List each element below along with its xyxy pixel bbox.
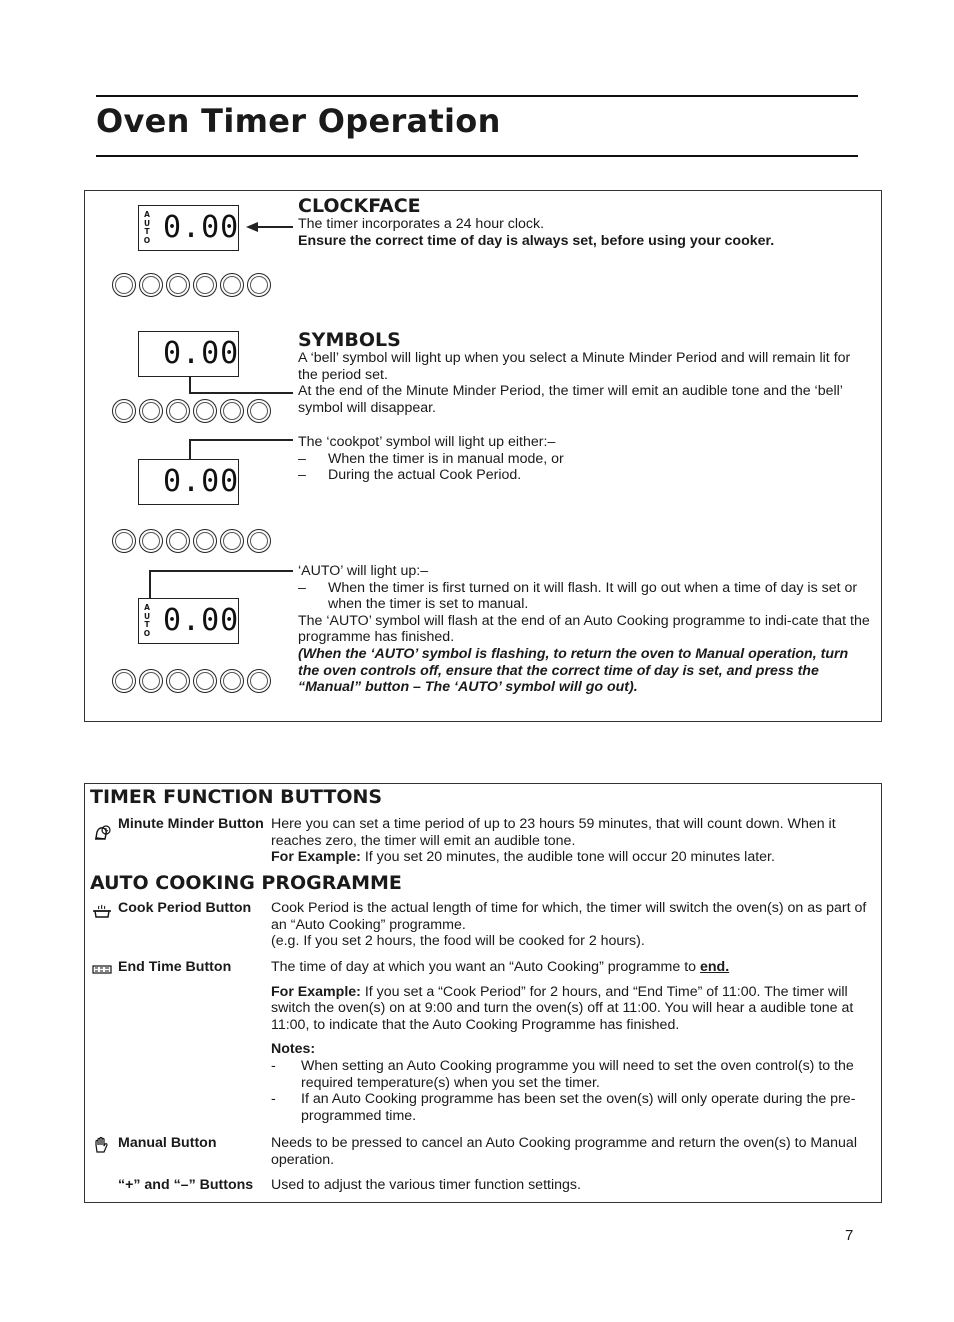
timer-button[interactable] <box>139 669 163 693</box>
timer-button[interactable] <box>139 529 163 553</box>
timer-button-row <box>112 669 271 693</box>
timer-display-clockface <box>138 205 239 251</box>
timer-button[interactable] <box>193 399 217 423</box>
page-title: Oven Timer Operation <box>96 102 501 140</box>
timer-button[interactable] <box>112 669 136 693</box>
end-time-icon <box>91 960 113 978</box>
timer-buttons-panel <box>84 783 882 1203</box>
timer-display-auto <box>138 598 239 644</box>
auto-cooking-heading: AUTO COOKING PROGRAMME <box>90 872 402 894</box>
connector-line <box>189 439 191 459</box>
display-digits: 0.00 <box>163 336 240 371</box>
timer-button[interactable] <box>220 669 244 693</box>
timer-button[interactable] <box>166 529 190 553</box>
auto-indicator: A U T O <box>143 603 151 638</box>
title-underline <box>96 155 858 157</box>
symbols-heading: SYMBOLS <box>298 329 401 351</box>
timer-button[interactable] <box>247 529 271 553</box>
timer-button[interactable] <box>166 669 190 693</box>
connector-line <box>149 570 293 572</box>
minute-minder-term: Minute Minder Button <box>118 816 264 832</box>
timer-button[interactable] <box>193 669 217 693</box>
connector-line <box>189 439 293 441</box>
timer-button-row <box>112 273 271 297</box>
top-rule <box>96 95 858 97</box>
cook-period-term: Cook Period Button <box>118 900 252 916</box>
timer-function-heading: TIMER FUNCTION BUTTONS <box>90 786 383 808</box>
page-number: 7 <box>845 1227 854 1244</box>
timer-button[interactable] <box>247 273 271 297</box>
timer-button[interactable] <box>139 399 163 423</box>
connector-line <box>149 570 151 598</box>
timer-button[interactable] <box>247 399 271 423</box>
connector-line <box>257 226 293 228</box>
timer-button[interactable] <box>220 273 244 297</box>
timer-button[interactable] <box>112 529 136 553</box>
connector-line <box>189 377 191 393</box>
timer-button[interactable] <box>247 669 271 693</box>
timer-button[interactable] <box>220 399 244 423</box>
auto-symbol-text: ‘AUTO’ will light up:– – When the timer is first turned on it will flash. It will go out when a time of day is set or when the timer is set to manual. The ‘AUTO’ symbol will flash at the end of an Auto Cooking programme to indi-cate that the programme has finished. (When the ‘AUTO’ symbol is flashing, to return the oven to Manual operation, turn the oven controls off, ensure that the correct time of day is set, and press the “Manual” button – The ‘AUTO’ symbol will go out). <box>298 563 870 696</box>
plus-minus-term: “+” and “–” Buttons <box>118 1177 254 1193</box>
timer-button[interactable] <box>139 273 163 297</box>
timer-button[interactable] <box>193 529 217 553</box>
end-time-desc: The time of day at which you want an “Auto Cooking” programme to end. For Example: If you set a “Cook Period” for 2 hours, and “End Time” of 11:00. The timer will switch the oven(s) on at 9:00 and turn the oven(s) off at 11:00. You will hear a audible tone at 11:00, to indicate that the Auto Cooking Programme has finished. Notes: - When setting an Auto Cooking programme you will need to set the oven control(s) to the required temperature(s) when you set the timer. - If an Auto Cooking programme has been set the oven(s) will only operate during the pre-programmed time. <box>271 959 856 1124</box>
manual-term: Manual Button <box>118 1135 217 1151</box>
cookpot-icon <box>91 902 113 920</box>
manual-desc: Needs to be pressed to cancel an Auto Cooking programme and return the oven(s) to Manual operation. <box>271 1135 857 1168</box>
timer-button[interactable] <box>166 273 190 297</box>
timer-display-bell <box>138 331 239 377</box>
minute-minder-desc: Here you can set a time period of up to 23 hours 59 minutes, that will count down. When it reaches zero, the timer will emit an audible tone. For Example: If you set 20 minutes, the audible tone will occur 20 minutes later. <box>271 816 836 866</box>
timer-button[interactable] <box>193 273 217 297</box>
clockface-text: The timer incorporates a 24 hour clock. Ensure the correct time of day is always set, before using your cooker. <box>298 216 775 249</box>
display-digits: 0.00 <box>163 464 240 499</box>
timer-button-row <box>112 399 271 423</box>
bell-icon <box>91 824 113 842</box>
timer-button[interactable] <box>112 273 136 297</box>
clockface-symbols-panel <box>84 190 882 722</box>
timer-button[interactable] <box>166 399 190 423</box>
timer-button[interactable] <box>220 529 244 553</box>
auto-indicator: A U T O <box>143 210 151 245</box>
cook-period-desc: Cook Period is the actual length of time for which, the timer will switch the oven(s) on as part of an “Auto Cooking” programme. (e.g. If you set 2 hours, the food will be cooked for 2 hours). <box>271 900 867 950</box>
connector-line <box>189 392 293 394</box>
timer-display-cookpot <box>138 459 239 505</box>
cookpot-symbol-text: The ‘cookpot’ symbol will light up either:– – When the timer is in manual mode, or – During the actual Cook Period. <box>298 434 564 484</box>
end-time-term: End Time Button <box>118 959 232 975</box>
clockface-heading: CLOCKFACE <box>298 195 421 217</box>
bell-symbol-text: A ‘bell’ symbol will light up when you select a Minute Minder Period and will remain lit for the period set. At the end of the Minute Minder Period, the timer will emit an audible tone and the ‘bell’ symbol will disappear. <box>298 350 851 416</box>
hand-icon <box>91 1136 113 1154</box>
display-digits: 0.00 <box>163 210 240 245</box>
timer-button[interactable] <box>112 399 136 423</box>
plus-minus-desc: Used to adjust the various timer function settings. <box>271 1177 581 1193</box>
timer-button-row <box>112 529 271 553</box>
display-digits: 0.00 <box>163 603 240 638</box>
